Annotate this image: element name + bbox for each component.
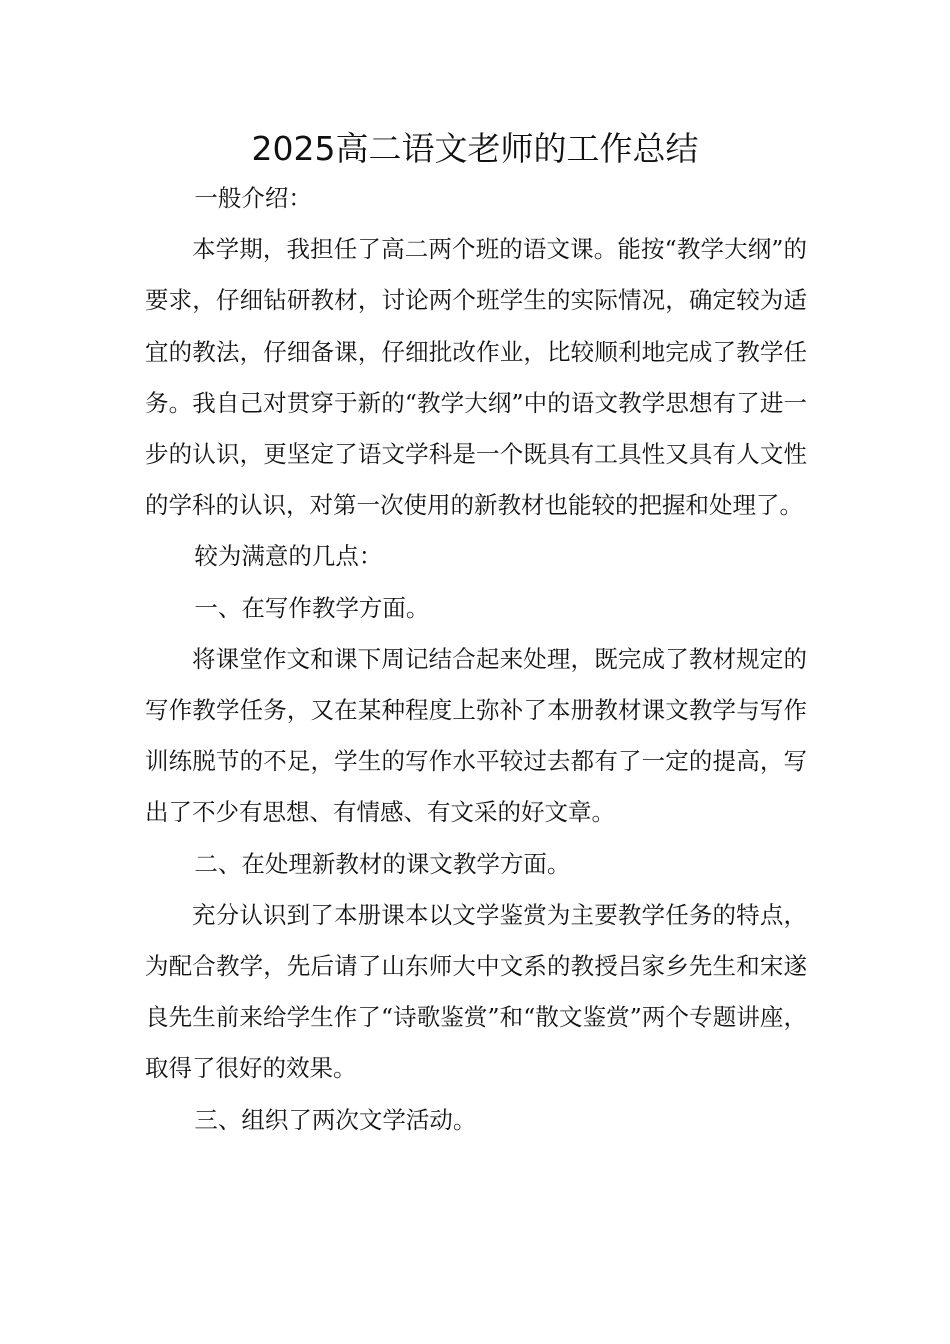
section-heading-intro: 一般介绍：: [194, 184, 312, 212]
section-heading-textbook: 二、在处理新教材的课文教学方面。: [194, 849, 571, 878]
paragraph-writing: 将课堂作文和课下周记结合起来处理，既完成了教材规定的写作教学任务，又在某种程度上弥补了本册教材课文教学与写作训练脱节的不足，学生的写作水平较过去都有了一定的提高，写出了不少有思想、有情感、有文采的好文章。: [145, 644, 807, 827]
document-title: 2025高二语文老师的工作总结: [251, 129, 699, 168]
paragraph-textbook: 充分认识到了本册课本以文学鉴赏为主要教学任务的特点，为配合教学，先后请了山东师大中文系的教授吕家乡先生和宋遂良先生前来给学生作了“诗歌鉴赏”和“散文鉴赏”两个专题讲座，取得了很好的效果。: [145, 900, 807, 1083]
document-body: [145, 173, 807, 1146]
section-heading-highlights: 较为满意的几点：: [194, 542, 383, 571]
paragraph-intro: 本学期，我担任了高二两个班的语文课。能按“教学大纲”的要求，仔细钻研教材，讨论两个班学生的实际情况，确定较为适宜的教法，仔细备课，仔细批改作业，比较顺利地完成了教学任务。我自己对贯穿于新的“教学大纲”中的语文教学思想有了进一步的认识，更坚定了语文学科是一个既具有工具性又具有人文性的学科的认识，对第一次使用的新教材也能较的把握和处理了。: [145, 235, 807, 520]
section-heading-writing: 一、在写作教学方面。: [194, 593, 430, 622]
section-heading-activities: 三、组织了两次文学活动。: [194, 1105, 477, 1134]
